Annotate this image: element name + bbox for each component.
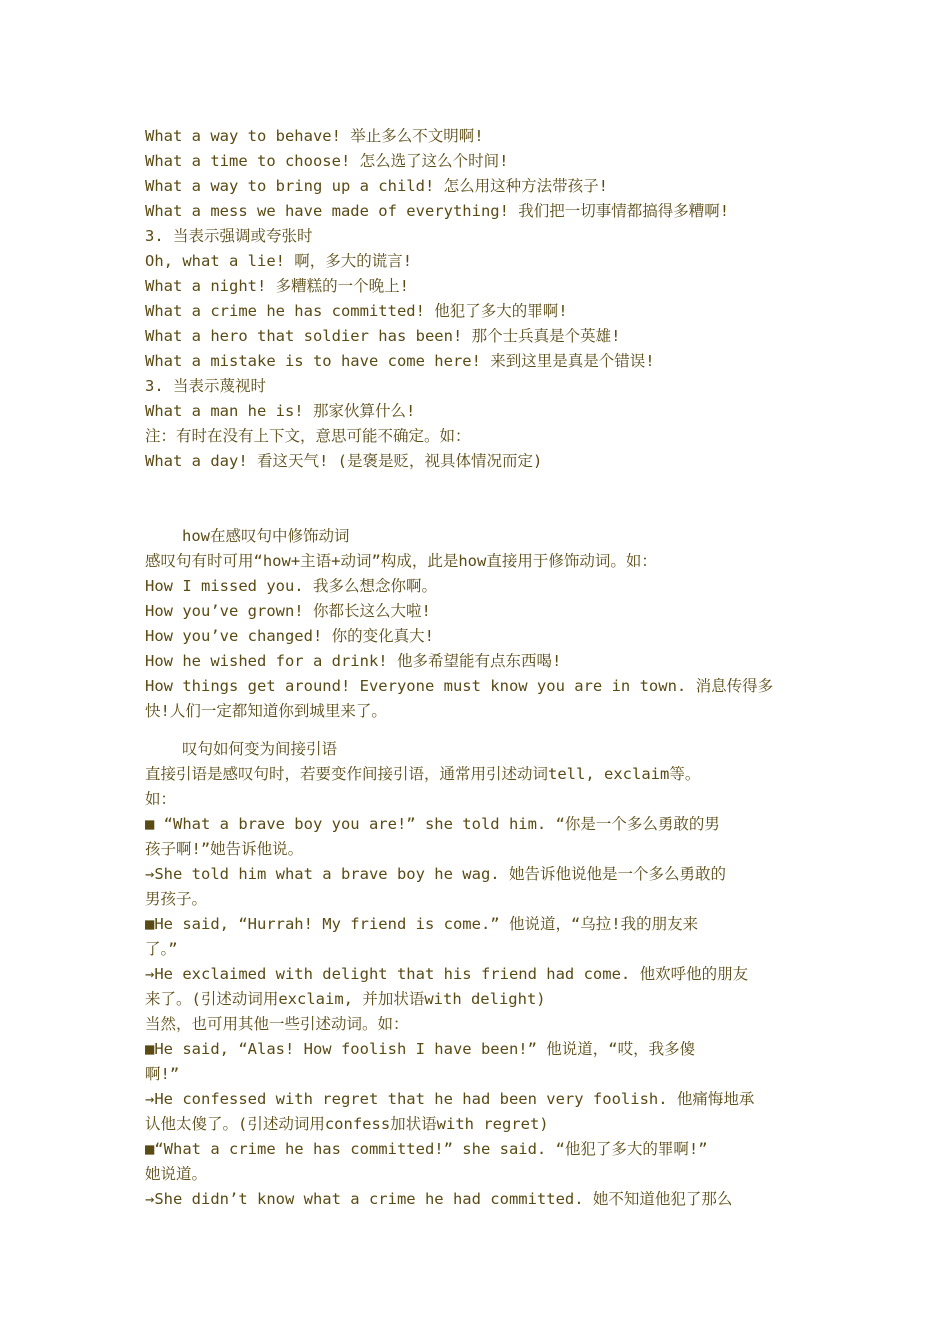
- text-line: What a crime he has committed! 他犯了多大的罪啊!: [145, 302, 568, 320]
- text-line: 男孩子。: [145, 890, 208, 908]
- note-line: 注：有时在没有上下文，意思可能不确定。如：: [145, 427, 471, 445]
- text-line: What a way to behave! 举止多么不文明啊!: [145, 127, 484, 145]
- text-line: 来了。(引述动词用exclaim, 并加状语with delight): [145, 990, 546, 1008]
- text-line: 感叹句有时可用“how+主语+动词”构成，此是how直接用于修饰动词。如：: [145, 552, 657, 570]
- text-line: What a way to bring up a child! 怎么用这种方法带孩子!: [145, 177, 608, 195]
- text-line: Oh, what a lie! 啊，多大的谎言!: [145, 252, 413, 270]
- text-line: How I missed you. 我多么想念你啊。: [145, 577, 437, 595]
- text-line: How you’ve grown! 你都长这么大啦!: [145, 602, 431, 620]
- document-page: [145, 124, 813, 1212]
- text-line: →She told him what a brave boy he wag. 她告诉他说他是一个多么勇敢的: [145, 865, 726, 883]
- subheading-emphasis: 3. 当表示强调或夸张时: [145, 227, 313, 245]
- text-line: 孩子啊!”她告诉他说。: [145, 840, 304, 858]
- text-line: What a man he is! 那家伙算什么!: [145, 402, 416, 420]
- text-line: How things get around! Everyone must know you are in town. 消息传得多: [145, 677, 774, 695]
- text-line: →She didn’t know what a crime he had committed. 她不知道他犯了那么: [145, 1190, 733, 1208]
- text-line: 认他太傻了。(引述动词用confess加状语with regret): [145, 1115, 549, 1133]
- section-how-modifies-verb: [145, 524, 813, 724]
- spacer: [145, 474, 813, 524]
- text-line: What a mistake is to have come here! 来到这里是真是个错误!: [145, 352, 655, 370]
- text-line: →He exclaimed with delight that his friend had come. 他欢呼他的朋友: [145, 965, 749, 983]
- text-line: How you’ve changed! 你的变化真大!: [145, 627, 434, 645]
- text-line: What a hero that soldier has been! 那个士兵真是个英雄!: [145, 327, 621, 345]
- section-heading: 叹句如何变为间接引语: [182, 740, 338, 758]
- text-line: What a night! 多糟糕的一个晚上!: [145, 277, 409, 295]
- text-line: ■“What a crime he has committed!” she said. “他犯了多大的罪啊!”: [145, 1140, 708, 1158]
- text-line: What a day! 看这天气! (是褒是贬，视具体情况而定): [145, 452, 543, 470]
- text-line: How he wished for a drink! 他多希望能有点东西喝!: [145, 652, 562, 670]
- spacer: [145, 724, 813, 737]
- text-line: 直接引语是感叹句时，若要变作间接引语，通常用引述动词tell, exclaim等。: [145, 765, 701, 783]
- text-line: 如：: [145, 790, 177, 808]
- text-line: What a mess we have made of everything! 我们把一切事情都搞得多糟啊!: [145, 202, 730, 220]
- text-line: 她说道。: [145, 1165, 208, 1183]
- text-line: 当然，也可用其他一些引述动词。如：: [145, 1015, 409, 1033]
- section-indirect-speech: [145, 737, 813, 1212]
- text-line: ■ “What a brave boy you are!” she told him. “你是一个多么勇敢的男: [145, 815, 720, 833]
- text-line: 了。”: [145, 940, 178, 958]
- section-what-exclamations: [145, 124, 813, 474]
- text-line: ■He said, “Alas! How foolish I have been!” 他说道，“哎，我多傻: [145, 1040, 696, 1058]
- text-line: 快!人们一定都知道你到城里来了。: [145, 702, 387, 720]
- text-line: What a time to choose! 怎么选了这么个时间!: [145, 152, 509, 170]
- text-line: →He confessed with regret that he had been very foolish. 他痛悔地承: [145, 1090, 755, 1108]
- text-line: 啊!”: [145, 1065, 180, 1083]
- subheading-contempt: 3. 当表示蔑视时: [145, 377, 266, 395]
- section-heading: how在感叹句中修饰动词: [182, 527, 350, 545]
- text-line: ■He said, “Hurrah! My friend is come.” 他说道，“乌拉!我的朋友来: [145, 915, 699, 933]
